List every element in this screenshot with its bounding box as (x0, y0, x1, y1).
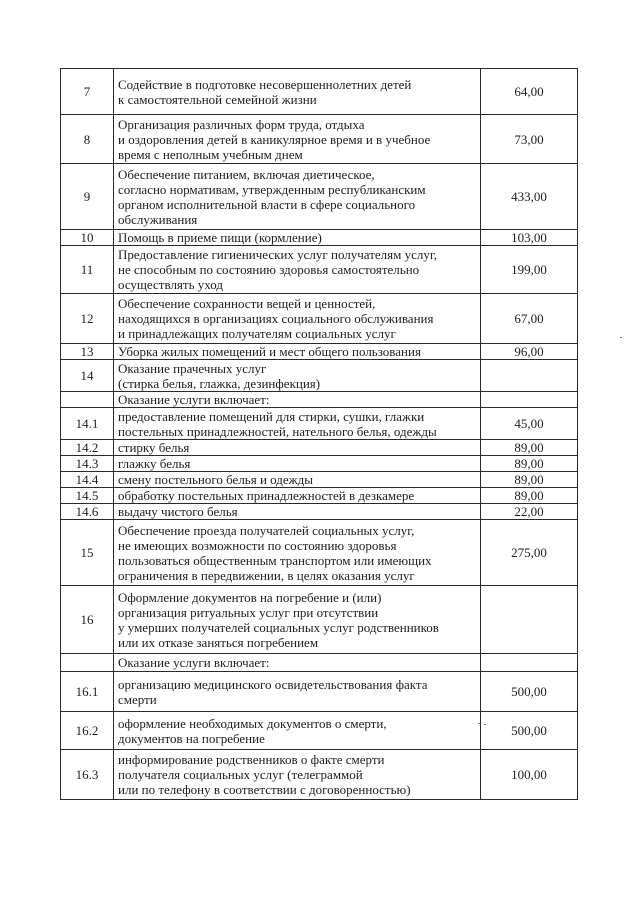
table-row (61, 488, 578, 504)
service-price: 103,00 (481, 230, 578, 246)
service-price: 275,00 (481, 520, 578, 586)
row-number: 16 (61, 586, 114, 654)
row-number: 11 (61, 246, 114, 294)
service-price: 73,00 (481, 115, 578, 164)
service-description: организацию медицинского освидетельствования факта смерти (114, 672, 481, 712)
table-row (61, 520, 578, 586)
row-number: 14.1 (61, 408, 114, 440)
row-number: 15 (61, 520, 114, 586)
row-number: 12 (61, 294, 114, 344)
service-description: Оказание прачечных услуг (стирка белья, глажка, дезинфекция) (114, 360, 481, 392)
row-number: 14.5 (61, 488, 114, 504)
service-price: 64,00 (481, 69, 578, 115)
scan-speck (478, 723, 480, 724)
row-number (61, 392, 114, 408)
row-number: 14.6 (61, 504, 114, 520)
row-number (61, 654, 114, 672)
row-number: 16.3 (61, 750, 114, 800)
service-description: Оказание услуги включает: (114, 654, 481, 672)
table-row (61, 654, 578, 672)
service-price: 22,00 (481, 504, 578, 520)
table-row (61, 504, 578, 520)
row-number: 14.4 (61, 472, 114, 488)
service-price: 433,00 (481, 164, 578, 230)
table-row (61, 294, 578, 344)
service-price: 96,00 (481, 344, 578, 360)
table-row (61, 456, 578, 472)
service-price: 500,00 (481, 672, 578, 712)
row-number: 14.3 (61, 456, 114, 472)
table-row (61, 392, 578, 408)
table-row (61, 750, 578, 800)
service-description: стирку белья (114, 440, 481, 456)
table-row (61, 440, 578, 456)
service-description: Помощь в приеме пищи (кормление) (114, 230, 481, 246)
service-price: 100,00 (481, 750, 578, 800)
table-row (61, 230, 578, 246)
row-number: 14 (61, 360, 114, 392)
table-row (61, 69, 578, 115)
row-number: 9 (61, 164, 114, 230)
table-body (61, 69, 578, 800)
scan-speck (620, 337, 622, 338)
table-row (61, 246, 578, 294)
service-price: 500,00 (481, 712, 578, 750)
row-number: 14.2 (61, 440, 114, 456)
service-description: глажку белья (114, 456, 481, 472)
service-price: 45,00 (481, 408, 578, 440)
row-number: 8 (61, 115, 114, 164)
row-number: 13 (61, 344, 114, 360)
service-price: 89,00 (481, 488, 578, 504)
service-description: Обеспечение проезда получателей социальных услуг, не имеющих возможности по состоянию здоровья пользоваться общественным транспортом или имеющих ограничения в передвижении, в целях оказания услуг (114, 520, 481, 586)
table-row (61, 360, 578, 392)
service-price (481, 654, 578, 672)
service-description: смену постельного белья и одежды (114, 472, 481, 488)
service-price (481, 392, 578, 408)
social-services-price-table (60, 68, 578, 800)
table-row (61, 712, 578, 750)
service-description: Организация различных форм труда, отдыха и оздоровления детей в каникулярное время и в учебное время с неполным учебным днем (114, 115, 481, 164)
table-row (61, 164, 578, 230)
service-price: 89,00 (481, 472, 578, 488)
service-description: оформление необходимых документов о смерти, документов на погребение (114, 712, 481, 750)
row-number: 10 (61, 230, 114, 246)
service-description: обработку постельных принадлежностей в дезкамере (114, 488, 481, 504)
service-price: 89,00 (481, 440, 578, 456)
table-row (61, 586, 578, 654)
table-row (61, 344, 578, 360)
table-row (61, 408, 578, 440)
service-description: Оказание услуги включает: (114, 392, 481, 408)
service-price: 89,00 (481, 456, 578, 472)
service-description: Предоставление гигиенических услуг получателям услуг, не способным по состоянию здоровья самостоятельно осуществлять уход (114, 246, 481, 294)
table-row (61, 672, 578, 712)
service-description: Оформление документов на погребение и (или) организация ритуальных услуг при отсутствии у умерших получателей социальных услуг родственников или их отказе заняться погребением (114, 586, 481, 654)
service-price (481, 360, 578, 392)
scan-speck (484, 724, 486, 725)
table-row (61, 472, 578, 488)
table-row (61, 115, 578, 164)
service-price (481, 586, 578, 654)
row-number: 7 (61, 69, 114, 115)
row-number: 16.2 (61, 712, 114, 750)
service-price: 199,00 (481, 246, 578, 294)
service-description: Содействие в подготовке несовершеннолетних детей к самостоятельной семейной жизни (114, 69, 481, 115)
service-description: Обеспечение питанием, включая диетическое, согласно нормативам, утвержденным республиканским органом исполнительной власти в сфере социального обслуживания (114, 164, 481, 230)
service-description: информирование родственников о факте смерти получателя социальных услуг (телеграммой или по телефону в соответствии с договоренностью) (114, 750, 481, 800)
service-description: предоставление помещений для стирки, сушки, глажки постельных принадлежностей, нательного белья, одежды (114, 408, 481, 440)
service-price: 67,00 (481, 294, 578, 344)
service-description: Обеспечение сохранности вещей и ценностей, находящихся в организациях социального обслуживания и принадлежащих получателям социальных услуг (114, 294, 481, 344)
row-number: 16.1 (61, 672, 114, 712)
service-description: выдачу чистого белья (114, 504, 481, 520)
service-description: Уборка жилых помещений и мест общего пользования (114, 344, 481, 360)
